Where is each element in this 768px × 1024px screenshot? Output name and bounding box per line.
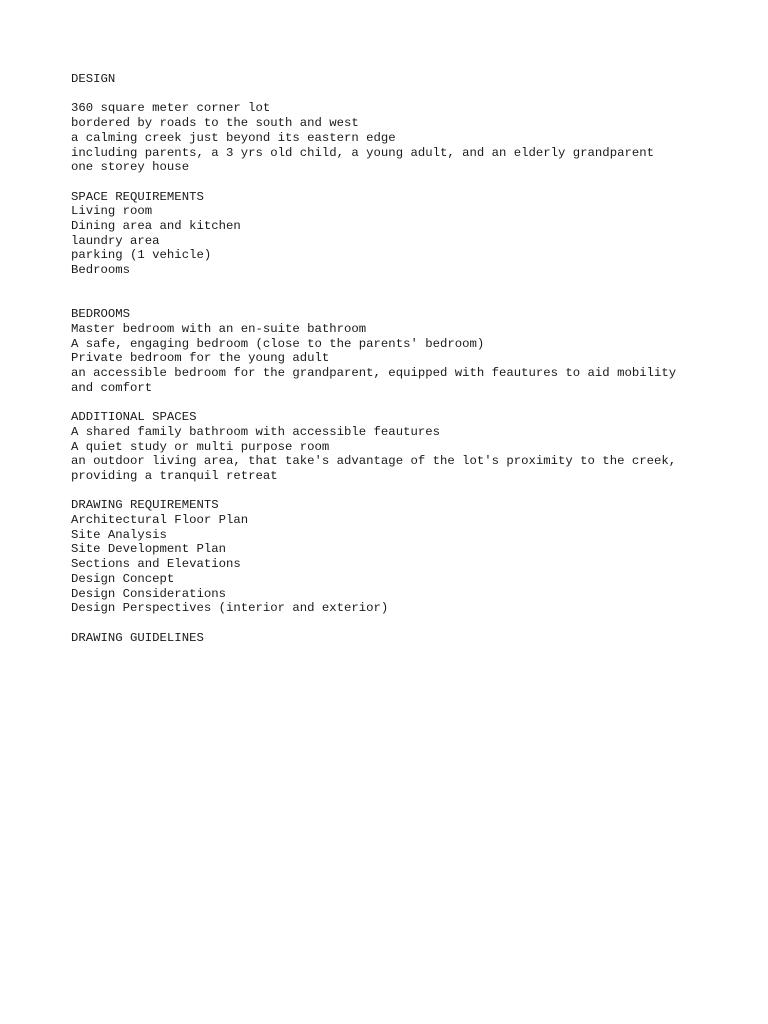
text-line: an outdoor living area, that take's advantage of the lot's proximity to the creek, <box>71 454 677 469</box>
text-line: and comfort <box>71 380 153 395</box>
text-line: one storey house <box>71 160 190 175</box>
text-line: Design Perspectives (interior and exterior) <box>71 601 389 616</box>
text-line: A quiet study or multi purpose room <box>71 439 330 454</box>
text-line: 360 square meter corner lot <box>71 101 271 116</box>
section-space-requirements <box>71 190 751 278</box>
text-line: a calming creek just beyond its eastern edge <box>71 130 396 145</box>
section-heading: DRAWING GUIDELINES <box>71 630 204 645</box>
text-line: Site Analysis <box>71 527 167 542</box>
text-line: Design Considerations <box>71 586 226 601</box>
section-bedrooms <box>71 307 751 395</box>
text-line: A shared family bathroom with accessible feautures <box>71 424 440 439</box>
section-drawing-guidelines <box>71 631 751 646</box>
text-line: Architectural Floor Plan <box>71 513 249 528</box>
text-line: providing a tranquil retreat <box>71 468 278 483</box>
section-heading: ADDITIONAL SPACES <box>71 410 197 425</box>
text-line: bordered by roads to the south and west <box>71 116 359 131</box>
section-design <box>71 72 751 175</box>
text-line: Living room <box>71 204 153 219</box>
text-line: Dining area and kitchen <box>71 219 241 233</box>
text-line: Site Development Plan <box>71 542 226 557</box>
text-line: A safe, engaging bedroom (close to the parents' bedroom) <box>71 336 485 351</box>
section-drawing-requirements <box>71 498 751 616</box>
text-line: including parents, a 3 yrs old child, a young adult, and an elderly grandparent <box>71 145 654 160</box>
section-heading: DRAWING REQUIREMENTS <box>71 498 219 513</box>
section-heading: SPACE REQUIREMENTS <box>71 189 204 204</box>
text-line: Master bedroom with an en-suite bathroom <box>71 321 367 336</box>
text-line: Design Concept <box>71 571 175 586</box>
text-line: parking (1 vehicle) <box>71 248 212 263</box>
section-heading: BEDROOMS <box>71 307 131 322</box>
text-line: an accessible bedroom for the grandparent, equipped with feautures to aid mobility <box>71 366 677 381</box>
text-line: Sections and Elevations <box>71 557 241 572</box>
text-line: Bedrooms <box>71 263 131 278</box>
section-heading: DESIGN <box>71 72 116 86</box>
document-page <box>71 72 751 645</box>
text-line: laundry area <box>71 233 160 248</box>
text-line: Private bedroom for the young adult <box>71 351 330 366</box>
section-additional-spaces <box>71 410 751 484</box>
